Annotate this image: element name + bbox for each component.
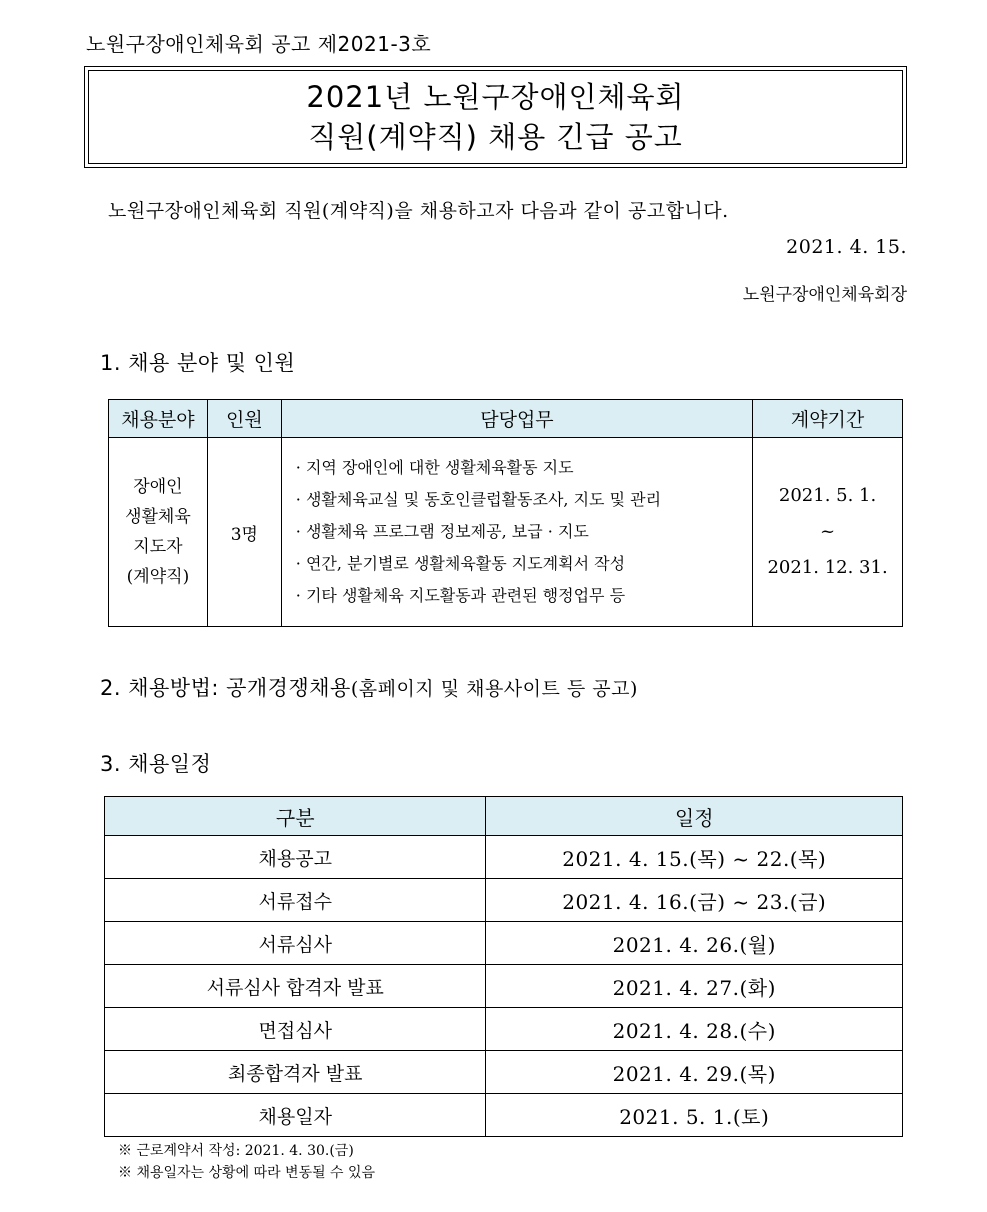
field-line: (계약직) — [126, 567, 190, 587]
signer: 노원구장애인체육회장 — [742, 285, 907, 305]
title-line-2: 직원(계약직) 채용 긴급 공고 — [308, 120, 683, 154]
title-line-1: 2021년 노원구장애인체육회 — [306, 80, 685, 114]
count-cell: 3명 — [207, 438, 281, 627]
schedule-row — [105, 836, 903, 879]
section-2-heading — [100, 672, 638, 702]
duty-item: · 생활체육 프로그램 정보제공, 보급 · 지도 — [295, 522, 589, 541]
field-cell — [109, 438, 208, 627]
header-stage: 구분 — [105, 797, 486, 836]
section-2-method: 2. 채용방법: 공개경쟁채용 — [100, 676, 351, 700]
field-line: 장애인 — [133, 477, 183, 497]
note-contract: ※ 근로계약서 작성: 2021. 4. 30.(금) — [118, 1143, 354, 1159]
duty-item: · 기타 생활체육 지도활동과 관련된 행정업무 등 — [295, 586, 626, 605]
date-cell: 2021. 4. 28.(수) — [486, 1008, 903, 1051]
field-line: 생활체육 — [125, 507, 191, 527]
recruitment-header-row — [109, 400, 903, 438]
header-period: 계약기간 — [753, 400, 903, 438]
title-box — [88, 70, 903, 164]
date-cell: 2021. 4. 15.(목) ~ 22.(목) — [486, 836, 903, 879]
period-end: 2021. 12. 31. — [767, 557, 888, 578]
duty-item: · 생활체육교실 및 동호인클럽활동조사, 지도 및 관리 — [295, 490, 662, 509]
date-cell: 2021. 4. 16.(금) ~ 23.(금) — [486, 879, 903, 922]
schedule-table — [104, 796, 903, 1137]
period-cell — [753, 438, 903, 627]
date-cell: 2021. 4. 29.(목) — [486, 1051, 903, 1094]
schedule-row — [105, 879, 903, 922]
period-separator: ~ — [820, 521, 836, 542]
schedule-row — [105, 1094, 903, 1137]
note-change: ※ 채용일자는 상황에 따라 변동될 수 있음 — [118, 1165, 376, 1181]
stage-cell: 면접심사 — [105, 1008, 486, 1051]
duty-item: · 지역 장애인에 대한 생활체육활동 지도 — [295, 458, 574, 477]
duty-item: · 연간, 분기별로 생활체육활동 지도계획서 작성 — [295, 554, 626, 573]
header-schedule: 일정 — [486, 797, 903, 836]
notice-number: 노원구장애인체육회 공고 제2021-3호 — [86, 32, 432, 56]
duties-cell — [281, 438, 752, 627]
date-cell: 2021. 5. 1.(토) — [486, 1094, 903, 1137]
notice-date: 2021. 4. 15. — [786, 236, 907, 258]
section-1-heading: 1. 채용 분야 및 인원 — [100, 351, 296, 375]
stage-cell: 채용공고 — [105, 836, 486, 879]
schedule-row — [105, 1008, 903, 1051]
recruitment-table — [108, 399, 903, 627]
section-2-detail: (홈페이지 및 채용사이트 등 공고) — [350, 678, 638, 700]
recruitment-row — [109, 438, 903, 627]
stage-cell: 서류심사 합격자 발표 — [105, 965, 486, 1008]
stage-cell: 서류심사 — [105, 922, 486, 965]
stage-cell: 최종합격자 발표 — [105, 1051, 486, 1094]
date-cell: 2021. 4. 26.(월) — [486, 922, 903, 965]
section-3-heading: 3. 채용일정 — [100, 752, 212, 776]
field-line: 지도자 — [133, 537, 183, 557]
header-field: 채용분야 — [109, 400, 208, 438]
date-cell: 2021. 4. 27.(화) — [486, 965, 903, 1008]
schedule-header-row — [105, 797, 903, 836]
stage-cell: 채용일자 — [105, 1094, 486, 1137]
intro-text: 노원구장애인체육회 직원(계약직)을 채용하고자 다음과 같이 공고합니다. — [108, 200, 729, 222]
period-start: 2021. 5. 1. — [778, 485, 877, 506]
header-duties: 담당업무 — [281, 400, 752, 438]
stage-cell: 서류접수 — [105, 879, 486, 922]
schedule-row — [105, 965, 903, 1008]
header-count: 인원 — [207, 400, 281, 438]
schedule-row — [105, 922, 903, 965]
schedule-row — [105, 1051, 903, 1094]
